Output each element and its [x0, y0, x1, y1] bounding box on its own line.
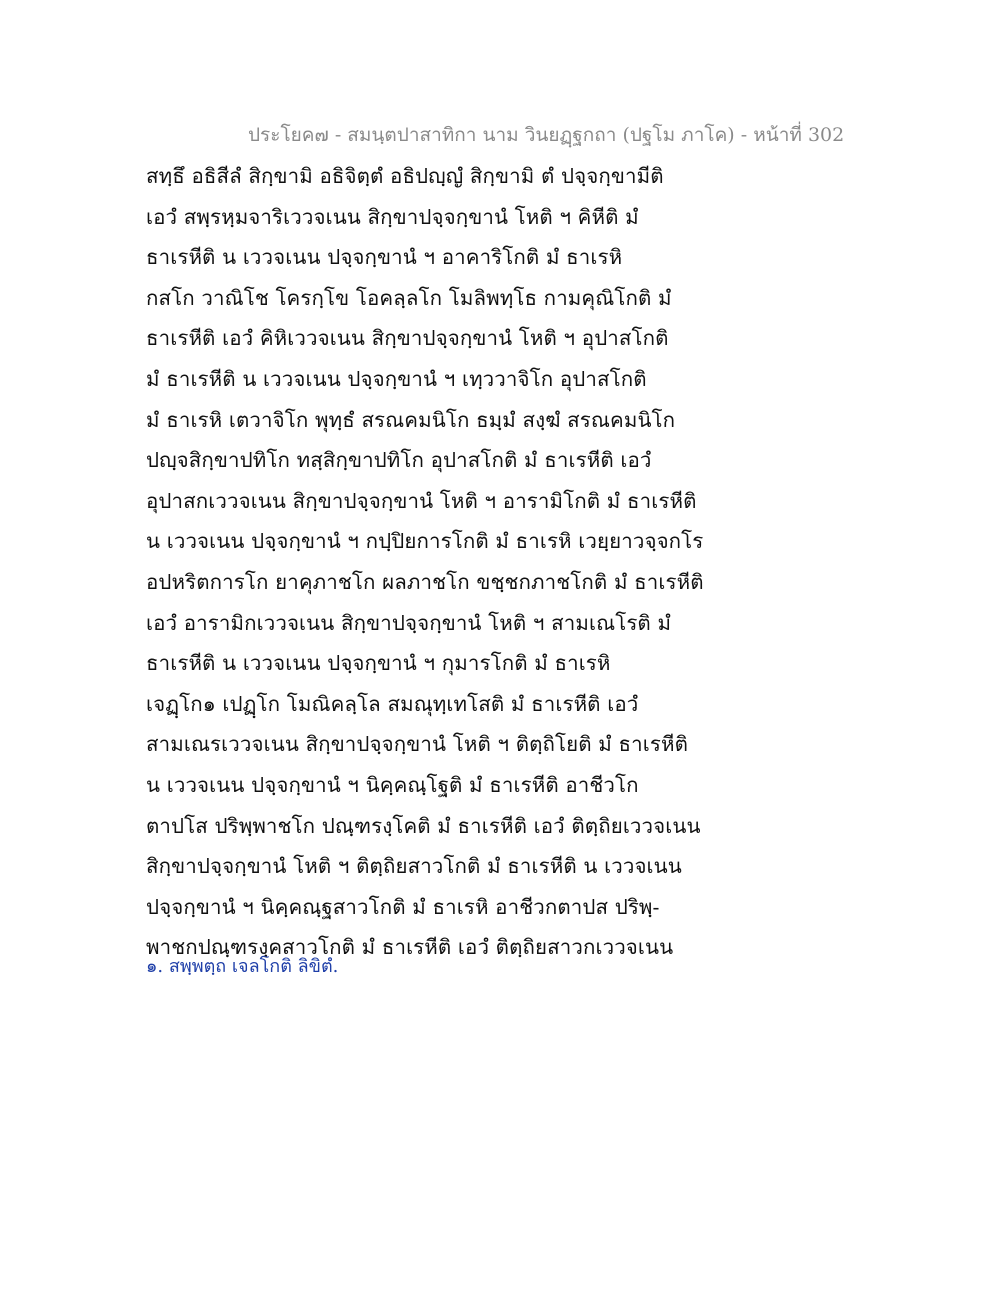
body-text — [146, 156, 976, 968]
text-line: สามเณรเววจเนน สิกฺขาปจฺจกฺขานํ โหติ ฯ ติตฺถิโยติ มํ ธาเรหีติ — [146, 732, 688, 757]
text-line: มํ ธาเรหีติ น เววจเนน ปจฺจกฺขานํ ฯ เทฺววาจิโก อุปาสโกติ — [146, 366, 647, 391]
footnote: ๑. สพฺพตฺถ เจลโกติ ลิขิตํ. — [146, 956, 339, 977]
text-line: น เววจเนน ปจฺจกฺขานํ ฯ กปฺปิยการโกติ มํ ธาเรหิ เวยฺยาวจฺจกโร — [146, 529, 704, 554]
running-header: ประโยค๗ - สมนฺตปาสาทิกา นาม วินยฏฺฐกถา (ปฐโม ภาโค) - หน้าที่ 302 — [248, 124, 845, 146]
text-line: ปจฺจกฺขานํ ฯ นิคฺคณฺฐสาวโกติ มํ ธาเรหิ อาชีวกตาปส ปริพฺ- — [146, 894, 660, 919]
text-line: มํ ธาเรหิ เตวาจิโก พุทฺธํ สรณคมนิโก ธมฺมํ สงฺฆํ สรณคมนิโก — [146, 407, 676, 432]
text-line: เอวํ อารามิกเววจเนน สิกฺขาปจฺจกฺขานํ โหติ ฯ สามเณโรติ มํ — [146, 610, 672, 635]
text-line: ธาเรหีติ น เววจเนน ปจฺจกฺขานํ ฯ อาคาริโกติ มํ ธาเรหิ — [146, 245, 623, 270]
text-line: อุปาสกเววจเนน สิกฺขาปจฺจกฺขานํ โหติ ฯ อารามิโกติ มํ ธาเรหีติ — [146, 488, 697, 513]
text-line: พาชกปณฺฑรงฺคสาวโกติ มํ ธาเรหีติ เอวํ ติตฺถิยสาวกเววจเนน — [146, 935, 674, 960]
text-line: อปหริตการโก ยาคุภาชโก ผลภาชโก ขชฺชกภาชโกติ มํ ธาเรหีติ — [146, 569, 704, 594]
text-line: สทฺธึ อธิสีลํ สิกฺขามิ อธิจิตฺตํ อธิปญฺญํ สิกฺขามิ ตํ ปจฺจกฺขามีติ — [146, 164, 664, 188]
text-line: กสโก วาณิโช โครกฺโข โอคลฺลโก โมลิพทฺโธ กามคุณิโกติ มํ — [146, 285, 672, 310]
text-line: เอวํ สพฺรหฺมจาริเววจเนน สิกฺขาปจฺจกฺขานํ โหติ ฯ คิหีติ มํ — [146, 204, 639, 229]
text-line: น เววจเนน ปจฺจกฺขานํ ฯ นิคฺคณฺโฐติ มํ ธาเรหีติ อาชีวโก — [146, 772, 639, 797]
text-line: สิกฺขาปจฺจกฺขานํ โหติ ฯ ติตฺถิยสาวโกติ มํ ธาเรหีติ น เววจเนน — [146, 854, 682, 879]
text-line: เจฏฺโก๑ เปฏฺโก โมณิคลฺโล สมณุทฺเทโสติ มํ ธาเรหีติ เอวํ — [146, 691, 639, 716]
text-line: ธาเรหีติ เอวํ คิหิเววจเนน สิกฺขาปจฺจกฺขานํ โหติ ฯ อุปาสโกติ — [146, 326, 669, 351]
text-line: ปญฺจสิกฺขาปทิโก ทสฺสิกฺขาปทิโก อุปาสโกติ มํ ธาเรหีติ เอวํ — [146, 448, 652, 473]
text-line: ธาเรหีติ น เววจเนน ปจฺจกฺขานํ ฯ กุมารโกติ มํ ธาเรหิ — [146, 651, 611, 676]
text-line: ตาปโส ปริพฺพาชโก ปณฺฑรงฺโคติ มํ ธาเรหีติ เอวํ ติตฺถิยเววจเนน — [146, 813, 701, 838]
